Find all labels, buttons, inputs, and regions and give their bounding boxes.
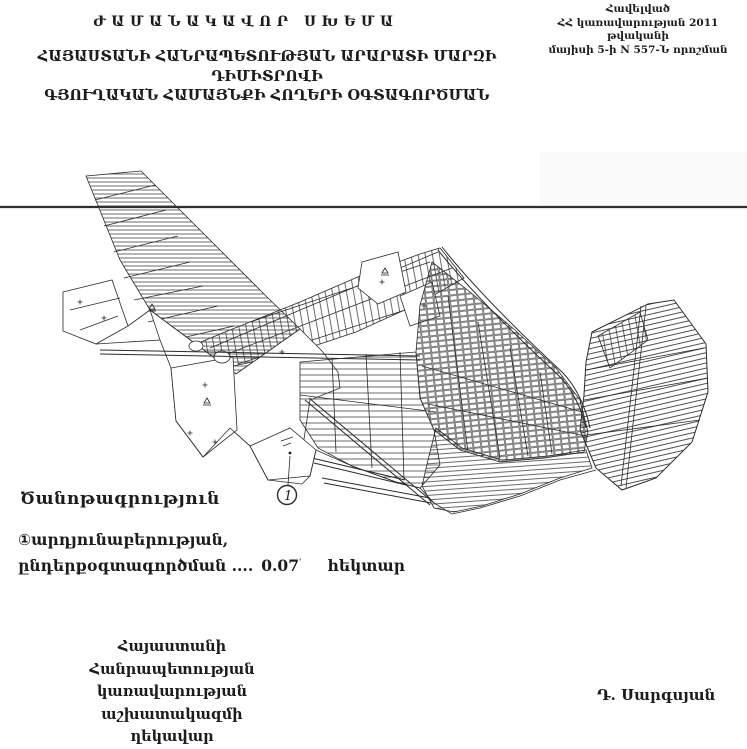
legend-title: Ծանոթագրություն <box>20 489 220 509</box>
annex-line-1: Հավելված <box>605 3 671 15</box>
legend-entry-line2 <box>18 551 405 577</box>
signature-block <box>40 636 304 749</box>
map-drawing <box>0 171 747 514</box>
signature-line-1: Հայաստանի Հանրապետության <box>89 638 255 678</box>
scan-tint <box>540 152 747 206</box>
legend-value-mark: ʹ <box>299 557 302 567</box>
legend-marker: ① <box>18 530 32 549</box>
signature-line-2: կառավարության աշխատակազմի <box>96 683 248 723</box>
legend-entry-text2: ընդերքօգտագործման .... <box>18 556 254 576</box>
field-block-east <box>580 300 708 490</box>
annex-reference <box>531 3 745 57</box>
map-legend-entry <box>18 528 405 577</box>
legend-entry-text1: արդյունաբերության, <box>31 530 229 549</box>
legend-entry-unit: հեկտար <box>327 556 405 576</box>
signatory-name: Դ. Սարգսյան <box>597 686 716 704</box>
left-triangle-parcel <box>171 357 237 457</box>
heading-line-1: ՀԱՅԱՍՏԱՆԻ ՀԱՆՐԱՊԵՏՈՒԹՅԱՆ ԱՐԱՐԱՏԻ ՄԱՐԶԻ ԴԻՄԻՏՐՈՎԻ <box>37 48 497 85</box>
legend-entry-value: 0.07 <box>261 556 299 576</box>
annex-line-3: մայիսի 5-ի N 557-Ն որոշման <box>548 43 728 56</box>
signature-line-3: ղեկավար <box>130 728 214 745</box>
marker-number: 1 <box>284 489 293 504</box>
document-title: ԺԱՄԱՆԱԿԱՎՈՐ ՍԽԵՄԱ <box>93 14 399 30</box>
annex-line-2: ՀՀ կառավարության 2011 թվականի <box>557 16 719 42</box>
document-heading <box>0 47 534 106</box>
heading-line-2: ԳՅՈՒՂԱԿԱՆ ՀԱՄԱՅՆՔԻ ՀՈՂԵՐԻ ՕԳՏԱԳՈՐԾՄԱՆ <box>44 87 490 104</box>
legend-entry-line1 <box>18 528 405 551</box>
